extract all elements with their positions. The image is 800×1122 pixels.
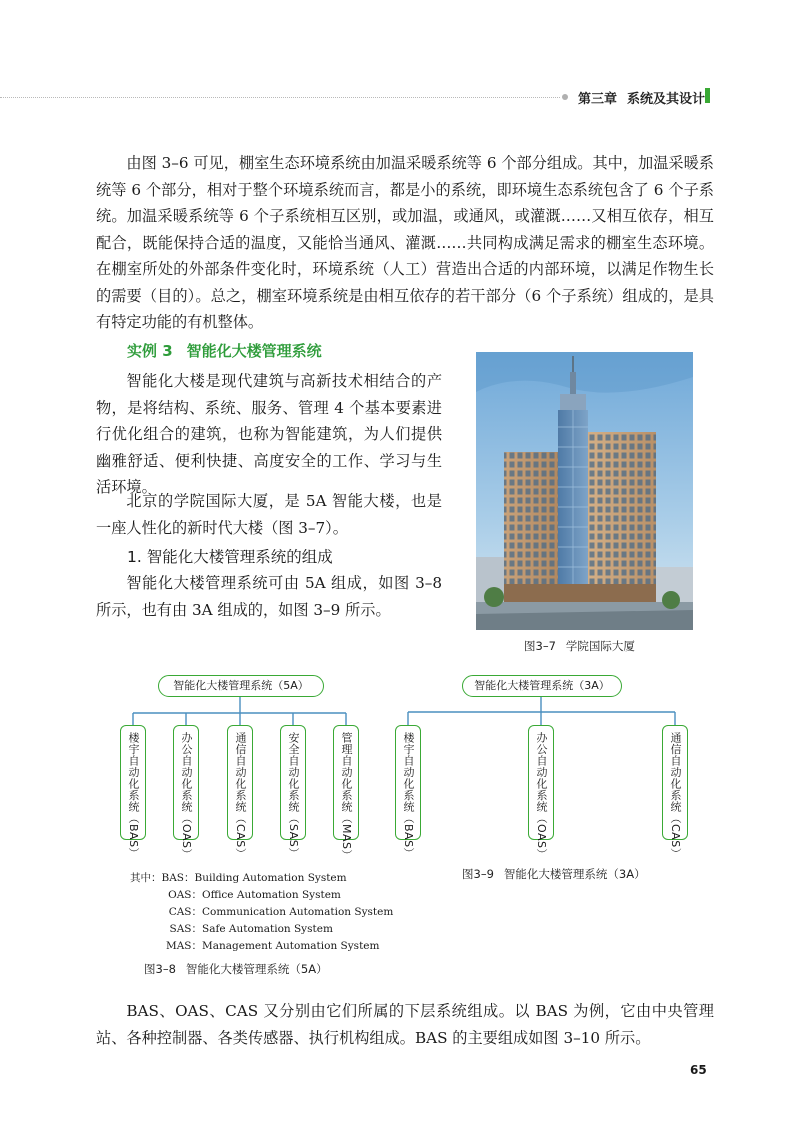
figure-3-8-caption: [144, 961, 328, 977]
box-5a-cas: [227, 725, 253, 860]
box-3a-cas: [662, 725, 688, 860]
box-5a-bas: [120, 725, 146, 860]
legend-row: [130, 870, 393, 887]
section-heading: 1. 智能化大楼管理系统的组成: [127, 548, 333, 566]
box-3a-bas-label: 楼宇自动化系统（BAS）: [402, 732, 415, 860]
legend-abbr: OAS：: [168, 889, 202, 901]
legend-row: [130, 938, 393, 955]
closing-paragraph: BAS、OAS、CAS 又分别由它们所属的下层系统组成。以 BAS 为例，它由中央管理站、各种控制器、各类传感器、执行机构组成。BAS 的主要组成如图 3–10 所示。: [96, 1002, 714, 1047]
box-5a-sas: [280, 725, 306, 859]
box-3a-oas-label: 办公自动化系统（OAS）: [535, 732, 548, 860]
box-5a-oas-label: 办公自动化系统（OAS）: [180, 732, 193, 860]
figure-3-8-text: 智能化大楼管理系统（5A）: [185, 962, 328, 976]
legend-full: Management Automation System: [202, 940, 380, 952]
diagram-5a-title: 智能化大楼管理系统（5A）: [158, 675, 324, 697]
chapter-title: 系统及其设计: [627, 92, 706, 107]
page-number: 65: [690, 1063, 707, 1077]
box-5a-sas-label: 安全自动化系统（SAS）: [287, 732, 300, 859]
chapter-label: 第三章: [578, 92, 618, 107]
legend-full: Building Automation System: [194, 872, 347, 884]
legend-abbr: BAS：: [161, 872, 195, 884]
legend-row: [130, 904, 393, 921]
box-3a-oas: [528, 725, 554, 860]
body-paragraph-2: 北京的学院国际大厦，是 5A 智能大楼，也是一座人性化的新时代大楼（图 3–7）。: [96, 492, 442, 537]
box-5a-oas: [173, 725, 199, 860]
legend-row: [130, 887, 393, 904]
legend-abbr: SAS：: [169, 923, 202, 935]
legend-row: [130, 921, 393, 938]
box-5a-bas-label: 楼宇自动化系统（BAS）: [127, 732, 140, 860]
legend-full: Communication Automation System: [202, 906, 394, 918]
figure-3-9-caption: [462, 866, 646, 882]
legend-prefix: 其中：: [130, 872, 162, 884]
diagram-3a-title: 智能化大楼管理系统（3A）: [462, 675, 622, 697]
example-label: 实例 3: [127, 342, 173, 360]
box-5a-mas-label: 管理自动化系统（MAS）: [340, 732, 353, 861]
body-paragraph-1: 智能化大楼是现代建筑与高新技术相结合的产物，是将结构、系统、服务、管理 4 个基本要素进行优化组合的建筑，也称为智能建筑，为人们提供幽雅舒适、便利快捷、高度安全的工作、学习与生活环境。: [96, 372, 442, 496]
intro-paragraph: 由图 3–6 可见，棚室生态环境系统由加温采暖系统等 6 个部分组成。其中，加温采暖系统等 6 个部分，相对于整个环境系统而言，都是小的系统，即环境生态系统包含了 6 个子系统。加温采暖系统等 6 个子系统相互区别，或加温，或通风，或灌溉……又相互依存，相互配合，既能保持合适的温度，又能恰当通风、灌溉……共同构成满足需求的棚室生态环境。在棚室所处的外部条件变化时，环境系统（人工）营造出合适的内部环境，以满足作物生长的需要（目的）。总之，棚室环境系统是由相互依存的若干部分（6 个子系统）组成的，是具有特定功能的有机整体。: [96, 154, 714, 331]
figure-3-7-number: 图3–7: [524, 639, 556, 653]
box-3a-cas-label: 通信自动化系统（CAS）: [669, 732, 682, 860]
legend-abbr: MAS：: [165, 940, 202, 952]
legend-full: Office Automation System: [202, 889, 341, 901]
section-paragraph: 智能化大楼管理系统可由 5A 组成，如图 3–8 所示，也有由 3A 组成的，如图 3–9 所示。: [96, 574, 442, 619]
example-title-text: 智能化大楼管理系统: [186, 342, 322, 360]
box-3a-bas: [395, 725, 421, 860]
figure-3-7-text: 学院国际大厦: [565, 639, 635, 653]
legend-abbr: CAS：: [168, 906, 202, 918]
box-5a-mas: [333, 725, 359, 861]
figure-3-9-text: 智能化大楼管理系统（3A）: [503, 867, 646, 881]
legend-full: Safe Automation System: [202, 923, 333, 935]
diagram-5a-legend: [130, 870, 393, 955]
figure-3-8-number: 图3–8: [144, 962, 176, 976]
figure-3-9-number: 图3–9: [462, 867, 494, 881]
box-5a-cas-label: 通信自动化系统（CAS）: [234, 732, 247, 860]
